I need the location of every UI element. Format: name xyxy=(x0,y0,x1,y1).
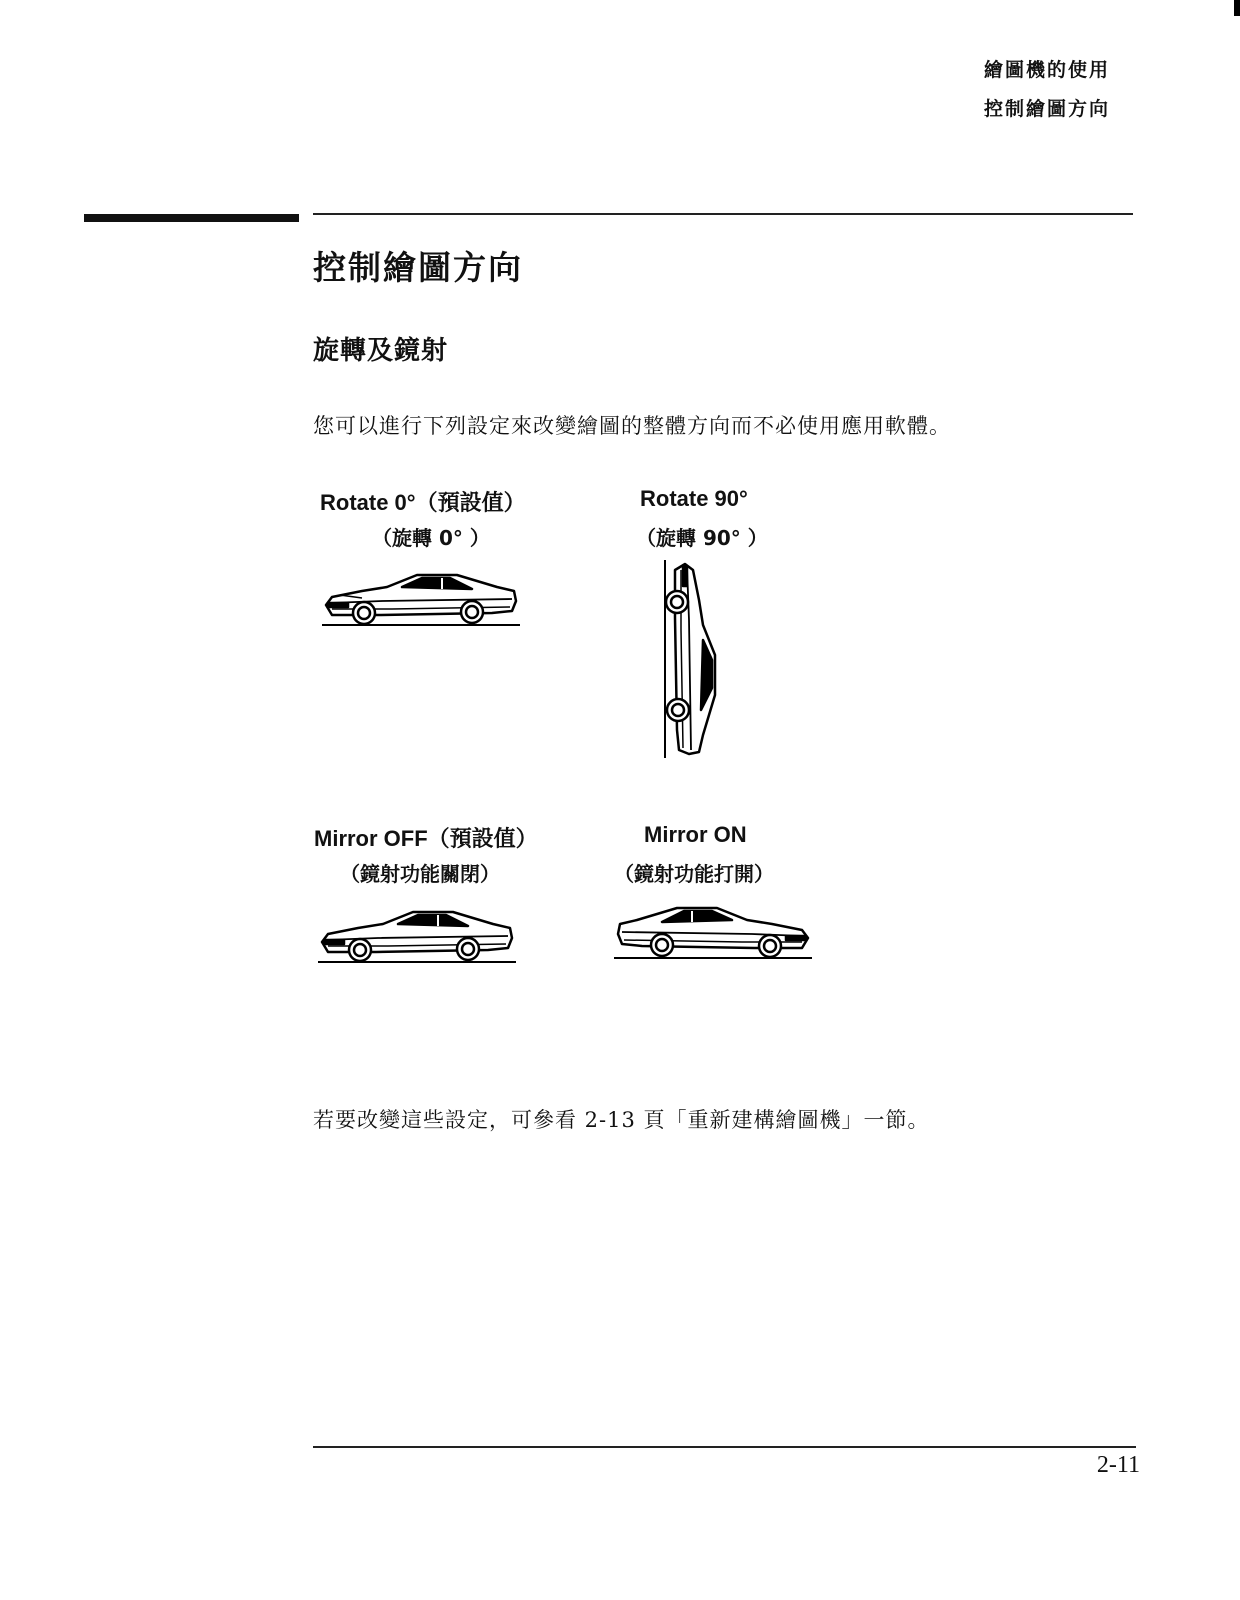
subsection-title: 旋轉及鏡射 xyxy=(313,336,449,366)
running-head-chapter: 繪圖機的使用 xyxy=(983,59,1110,81)
section-title: 控制繪圖方向 xyxy=(313,248,523,287)
page-number: 2-11 xyxy=(1096,1452,1140,1478)
reference-note: 若要改變這些設定，可參看 2-13 頁「重新建構繪圖機」一節。 xyxy=(313,1108,930,1132)
car-mirrored-icon xyxy=(612,898,812,973)
car-side-icon xyxy=(322,565,522,640)
mirror-on-caption: Mirror ON xyxy=(644,822,747,847)
rotate0-caption: Rotate 0°（預設值） xyxy=(320,490,526,515)
intro-paragraph: 您可以進行下列設定來改變繪圖的整體方向而不必使用應用軟體。 xyxy=(313,414,951,438)
mirror-off-caption: Mirror OFF（預設值） xyxy=(314,826,538,851)
running-head-section: 控制繪圖方向 xyxy=(983,98,1110,120)
rotate90-subcaption: （旋轉 90° ） xyxy=(636,526,768,550)
footer-rule xyxy=(313,1446,1136,1448)
rotate90-caption: Rotate 90° xyxy=(640,486,748,511)
corner-mark xyxy=(1234,0,1240,16)
car-side-icon xyxy=(318,902,518,977)
rotate0-subcaption: （旋轉 0° ） xyxy=(372,526,490,550)
section-rule-thick xyxy=(84,214,299,222)
car-rotated-icon xyxy=(650,560,725,760)
mirror-off-subcaption: （鏡射功能關閉） xyxy=(340,862,500,886)
section-rule-thin xyxy=(313,213,1133,215)
mirror-on-subcaption: （鏡射功能打開） xyxy=(614,862,774,886)
